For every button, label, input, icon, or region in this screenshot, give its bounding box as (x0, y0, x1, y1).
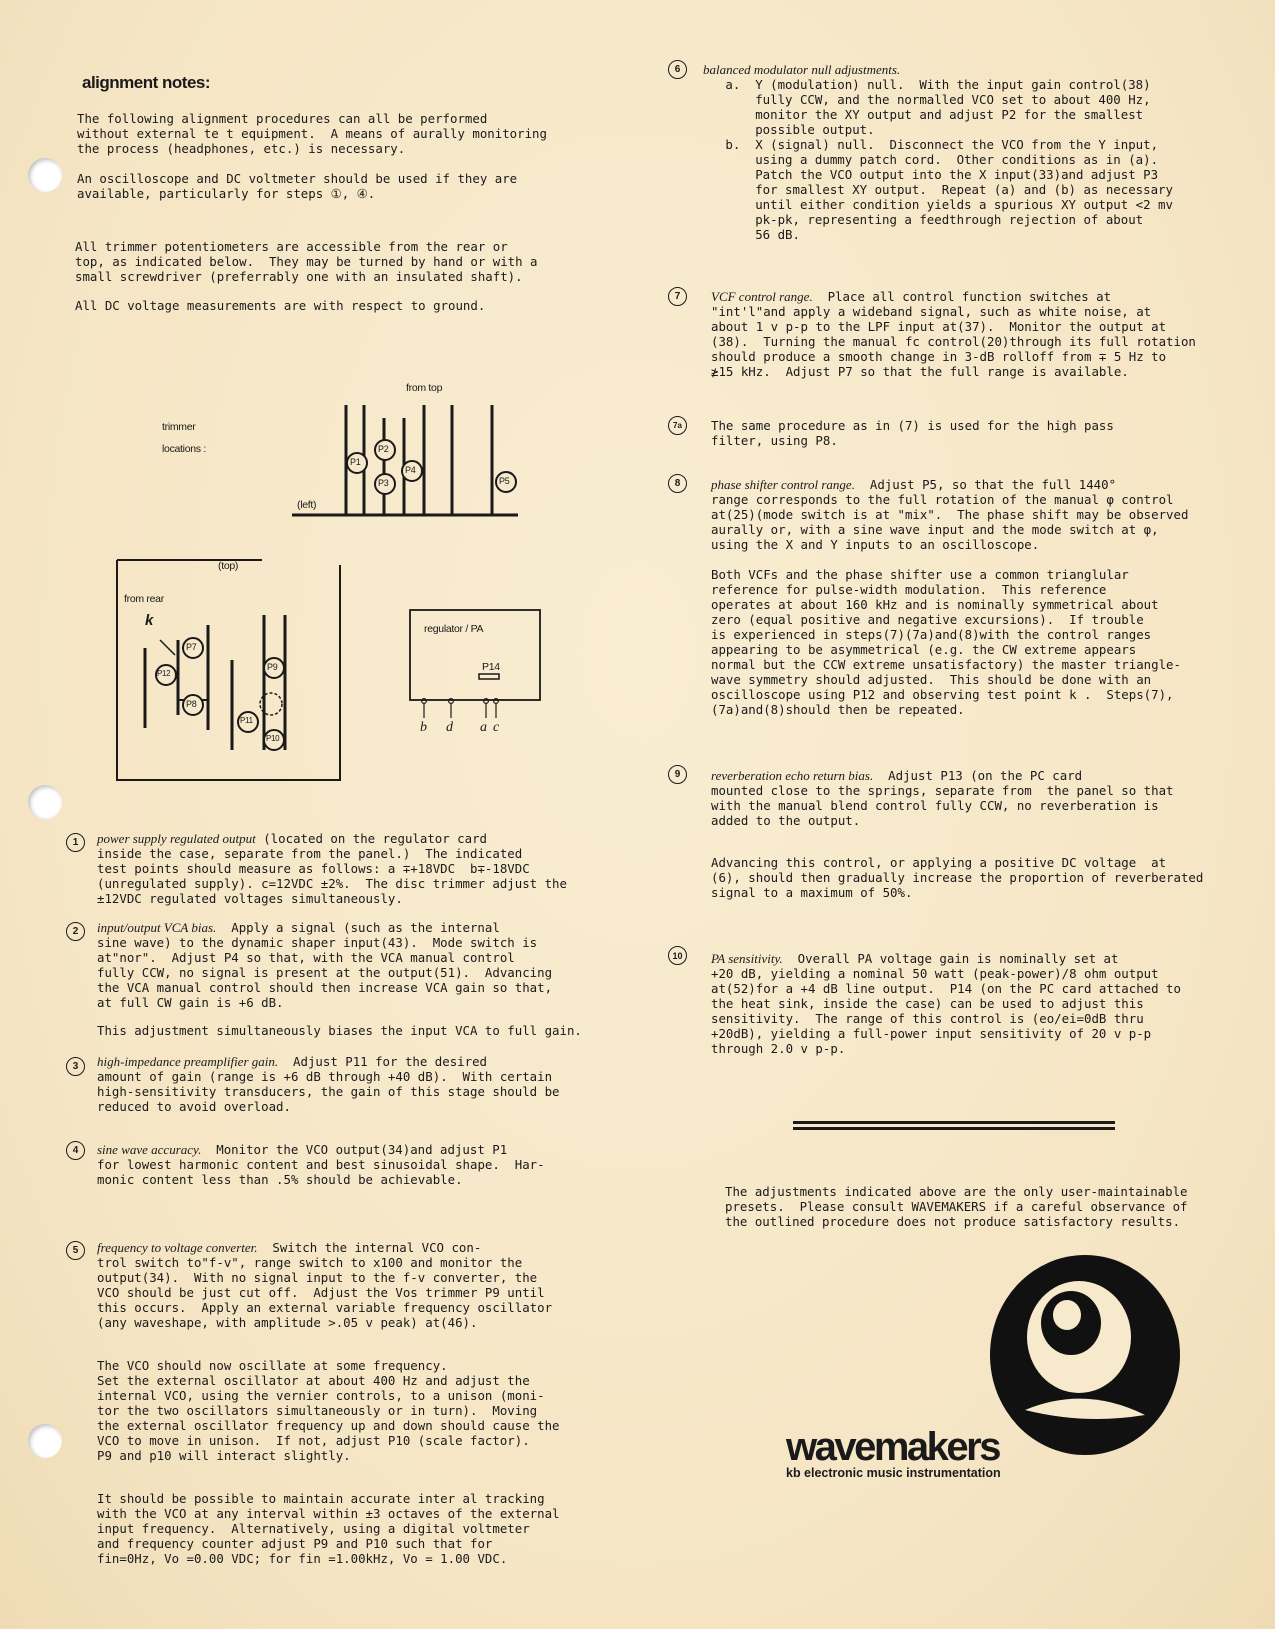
step-4-title: sine wave accuracy. (97, 1142, 202, 1157)
step-1-title: power supply regulated output (97, 831, 256, 846)
pot-p10: P10 (266, 734, 280, 743)
pot-p11: P11 (240, 716, 253, 725)
intro-paragraph-4: All DC voltage measurements are with respect to ground. (75, 298, 486, 313)
step-2-title: input/output VCA bias. (97, 920, 217, 935)
pin-a: a (480, 720, 487, 735)
step-3-title: high-impedance preamplifier gain. (97, 1054, 279, 1069)
pot-p7: P7 (186, 642, 197, 652)
step-10-body: Overall PA voltage gain is nominally set at +20 dB, yielding a nominal 50 watt (peak-power)/8 ohm output at(52)for a +4 dB line output. P14 (on the PC card attached to the heat sink, inside the case) can be used to adjust this sensitivity. The range of this control is (eo/ei=0dB thru +20dB), yielding a full-power input sensitivity of 20 v p-p through 2.0 v p-p. (711, 951, 1181, 1056)
step-6-body: a. Y (modulation) null. With the input gain control(38) fully CCW, and the normalled VCO set to about 400 Hz, monitor the XY output and adjust P2 for the smallest possible output. b. X (signal) null. Disconnect the VCO from the Y input, using a dummy patch cord. Other conditions as in (a). Patch the VCO output into the X input(33)and adjust P3 for smallest XY output. Repeat (a) and (b) as necessary until either condition yields a spurious XY output <2 mv pk-pk, representing a feedthrough rejection of about 56 dB. (725, 77, 1173, 242)
intro-paragraph-2: An oscilloscope and DC voltmeter should be used if they are available, particularly for steps ①, ④. (77, 171, 518, 201)
step-7-title: VCF control range. (711, 289, 813, 304)
label-trimmer: trimmer (162, 421, 196, 433)
intro-paragraph-1: The following alignment procedures can all be performed without external te t equipment. A means of aurally monitoring the process (headphones, etc.) is necessary. (77, 111, 547, 156)
step-7a-text: The same procedure as in (7) is used for the high pass filter, using P8. (711, 418, 1114, 448)
step-number-7a: 7a (668, 416, 687, 435)
step-number-7: 7 (668, 287, 687, 306)
step-9-body: Adjust P13 (on the PC card mounted close to the springs, separate from the panel so that with the manual blend control fully CCW, no reverberation is added to the output. (711, 768, 1174, 828)
step-number-10: 10 (668, 946, 687, 965)
step-8-body: Adjust P5, so that the full 1440° range corresponds to the full rotation of the manual φ control at(25)(mode switch is at "mix". The phase shift may be observed aurally or, with a sine wave input and the mode switch at φ, using the X and Y inputs to an oscilloscope. (711, 477, 1189, 552)
step-5-title: frequency to voltage converter. (97, 1240, 258, 1255)
step-number-5: 5 (66, 1241, 85, 1260)
pot-p8: P8 (186, 699, 197, 709)
pin-c: c (493, 720, 499, 735)
step-5-tracking: It should be possible to maintain accurate inter al tracking with the VCO at any interval within ±3 octaves of the external input frequency. Alternatively, using a digital voltmeter and frequency counter adjust P9 and P10 such that for fin=0Hz, Vo =0.00 VDC; for fin =1.00kHz, Vo = 1.00 VDC. (97, 1491, 560, 1566)
pot-p9: P9 (267, 662, 278, 672)
page-heading: alignment notes: (82, 73, 211, 92)
step-9-title: reverberation echo return bias. (711, 768, 874, 783)
step-5-body: Switch the internal VCO con- trol switch to"f-v", range switch to x100 and monitor the output(34). With no signal input to the f-v converter, the VCO should be just cut off. Adjust the Vos trimmer P9 until this occurs. Apply an external variable frequency oscillator (any waveshape, with amplitude >.05 v peak) at(46). (97, 1240, 553, 1330)
pot-p1: P1 (350, 457, 361, 467)
step-9-continued: Advancing this control, or applying a positive DC voltage at (6), should then gradually increase the proportion of reverberated signal to a maximum of 50%. (711, 855, 1204, 900)
pot-p3: P3 (378, 478, 389, 488)
step-8-title: phase shifter control range. (711, 477, 855, 492)
pin-d: d (446, 720, 453, 735)
step-1-body: (located on the regulator card inside the case, separate from the panel.) The indicated test points should measure as follows: a ∓+18VDC b∓-18VDC (unregulated supply). c=12VDC ±2%. The disc trimmer adjust the ±12VDC regulated voltages simultaneously. (97, 831, 567, 906)
brand-tagline: kb electronic music instrumentation (786, 1466, 1001, 1480)
step-6-title: balanced modulator null adjustments. (703, 62, 901, 77)
pot-p5: P5 (499, 476, 510, 486)
brand-name: wavemakers (786, 1425, 999, 1469)
pot-p4: P4 (405, 465, 416, 475)
footer-note: The adjustments indicated above are the only user-maintainable presets. Please consult WAVEMAKERS if a careful observance of the outlined procedure does not produce satisfactory results. (725, 1184, 1188, 1229)
label-left: (left) (297, 499, 317, 511)
step-4-body: Monitor the VCO output(34)and adjust P1 for lowest harmonic content and best sinusoidal shape. Har- monic content less than .5% should be achievable. (97, 1142, 545, 1187)
step-number-1: 1 (66, 833, 85, 852)
label-regulator-pa: regulator / PA (424, 623, 484, 635)
step-number-4: 4 (66, 1141, 85, 1160)
step-3-body: Adjust P11 for the desired amount of gain (range is +6 dB through +40 dB). With certain high-sensitivity transducers, the gain of this stage should be reduced to avoid overload. (97, 1054, 560, 1114)
step-2-note: This adjustment simultaneously biases the input VCA to full gain. (97, 1023, 582, 1038)
label-from-top: from top (406, 382, 443, 394)
label-locations: locations : (162, 443, 206, 455)
intro-paragraph-3: All trimmer potentiometers are accessible from the rear or top, as indicated below. They may be turned by hand or with a small screwdriver (preferrably one with an insulated shaft). (75, 239, 538, 284)
step-number-8: 8 (668, 474, 687, 493)
step-5-continued: The VCO should now oscillate at some frequency. Set the external oscillator at about 400 Hz and adjust the internal VCO, using the vernier controls, to a unison (moni- tor the two oscillators simultaneously or in turn). Moving the external oscillator frequency up and down should cause the VCO to move in unison. If not, adjust P10 (scale factor). P9 and p10 will interact slightly. (97, 1358, 560, 1463)
pin-b: b (420, 720, 427, 735)
step-10-title: PA sensitivity. (711, 951, 783, 966)
pot-p12: P12 (157, 669, 171, 678)
pot-p14: P14 (482, 661, 500, 673)
label-top: (top) (218, 560, 239, 572)
step-number-9: 9 (668, 765, 687, 784)
step-7-body: Place all control function switches at "int'l"and apply a wideband signal, such as white noise, at about 1 v p-p to the LPF input at(37). Monitor the output at (38). Turning the manual fc control(20)through its full rotation should produce a smooth change in 3-dB rolloff from ∓ 5 Hz to ≱15 kHz. Adjust P7 so that the full range is available. (711, 289, 1196, 379)
label-k: k (145, 612, 154, 629)
step-number-3: 3 (66, 1057, 85, 1076)
pot-p2: P2 (378, 444, 389, 454)
step-number-2: 2 (66, 922, 85, 941)
label-from-rear: from rear (124, 593, 164, 605)
step-2-body: Apply a signal (such as the internal sine wave) to the dynamic shaper input(43). Mode switch is at"nor". Adjust P4 so that, with the VCA manual control fully CCW, no signal is present at the output(51). Advancing the VCA manual control should then increase VCA gain so that, at full CW gain is +6 dB. (97, 920, 553, 1010)
step-number-6: 6 (668, 60, 687, 79)
step-8-symmetry-note: Both VCFs and the phase shifter use a common trianglular reference for pulse-width modulation. This reference operates at about 160 kHz and is nominally symmetrical about zero (equal positive and negative excursions). If trouble is experienced in steps(7)(7a)and(8)with the control ranges appearing to be asymmetrical (e.g. the CW extreme appears normal but the CCW extreme unsatisfactory) the master triangle- wave symmetry should adjusted. This should be done with an oscilloscope using P12 and observing test point k . Steps(7), (7a)and(8)should then be repeated. (711, 567, 1181, 717)
